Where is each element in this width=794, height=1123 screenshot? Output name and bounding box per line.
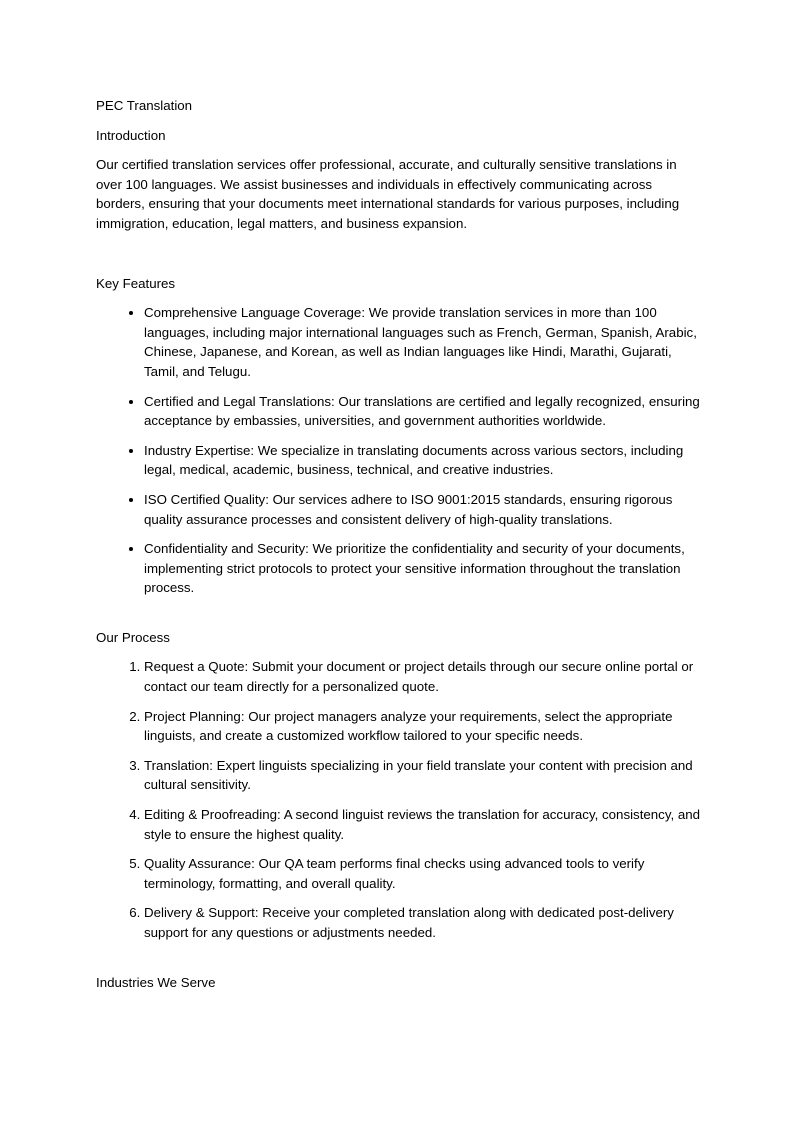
list-item: • ISO Certified Quality: Our services adhere to ISO 9001:2015 standards, ensuring rigorous quality assurance processes and consistent delivery of high-quality translations. xyxy=(144,490,702,529)
features-list xyxy=(96,303,702,598)
list-item: 5. Quality Assurance: Our QA team performs final checks using advanced tools to verify terminology, formatting, and overall quality. xyxy=(144,854,702,893)
list-item: • Comprehensive Language Coverage: We provide translation services in more than 100 languages, including major international languages such as French, German, Spanish, Arabic, Chinese, Japanese, and Korean, as well as Indian languages like Hindi, Marathi, Gujarati, Tamil, and Telugu. xyxy=(144,303,702,381)
industries-heading: Industries We Serve xyxy=(96,974,216,990)
list-item: 4. Editing & Proofreading: A second linguist reviews the translation for accuracy, consistency, and style to ensure the highest quality. xyxy=(144,805,702,844)
intro-paragraph: Our certified translation services offer professional, accurate, and culturally sensitive translations in over 100 languages. We assist businesses and individuals in effectively communicating across borders, ensuring that your documents meet international standards for various purposes, including immigration, education, legal matters, and business expansion. xyxy=(96,157,680,231)
list-item: • Confidentiality and Security: We prioritize the confidentiality and security of your documents, implementing strict protocols to protect your sensitive information throughout the translation process. xyxy=(144,539,702,598)
section-spacer xyxy=(96,244,702,274)
intro-heading: Introduction xyxy=(96,127,166,143)
section-spacer xyxy=(96,608,702,628)
list-item: 6. Delivery & Support: Receive your completed translation along with dedicated post-delivery support for any questions or adjustments needed. xyxy=(144,903,702,942)
process-list xyxy=(96,657,702,942)
list-item: 3. Translation: Expert linguists specializing in your field translate your content with precision and cultural sensitivity. xyxy=(144,756,702,795)
document-title: PEC Translation xyxy=(96,98,193,113)
list-item: • Industry Expertise: We specialize in translating documents across various sectors, including legal, medical, academic, business, technical, and creative industries. xyxy=(144,441,702,480)
document-page xyxy=(96,96,702,1002)
process-heading: Our Process xyxy=(96,629,170,645)
list-item: 1. Request a Quote: Submit your document or project details through our secure online portal or contact our team directly for a personalized quote. xyxy=(144,657,702,696)
features-heading: Key Features xyxy=(96,275,176,291)
list-item: 2. Project Planning: Our project managers analyze your requirements, select the appropriate linguists, and create a customized workflow tailored to your specific needs. xyxy=(144,707,702,746)
list-item: • Certified and Legal Translations: Our translations are certified and legally recognized, ensuring acceptance by embassies, universities, and government authorities worldwide. xyxy=(144,392,702,431)
section-spacer xyxy=(96,953,702,973)
